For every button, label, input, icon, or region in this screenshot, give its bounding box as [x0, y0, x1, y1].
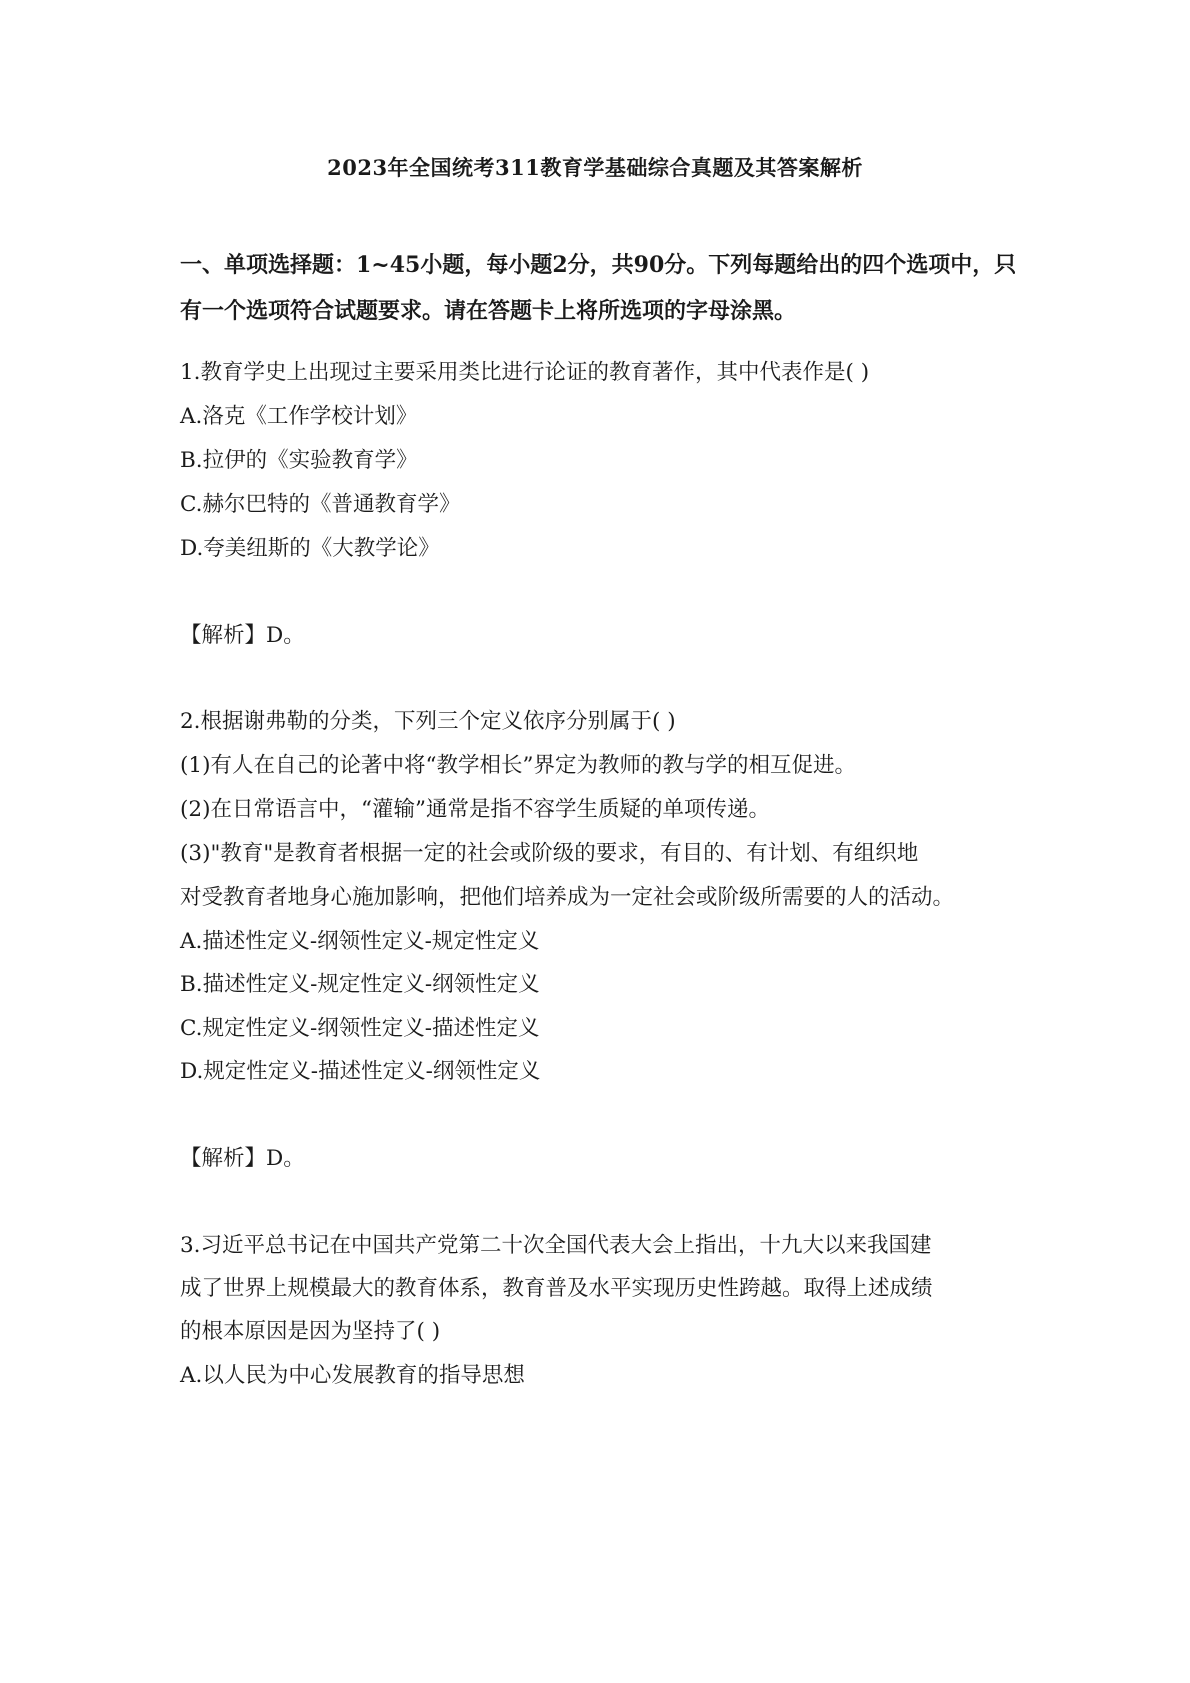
question-2-item-1: (1)有人在自己的论著中将“教学相长”界定为教师的教与学的相互促进。 [180, 753, 856, 778]
question-2-option-b: B.描述性定义-规定性定义-纲领性定义 [180, 972, 540, 997]
question-1-option-b: B.拉伊的《实验教育学》 [180, 448, 418, 473]
question-2-option-a: A.描述性定义-纲领性定义-规定性定义 [180, 929, 540, 954]
question-2-option-c: C.规定性定义-纲领性定义-描述性定义 [180, 1016, 540, 1041]
question-2-item-2: (2)在日常语言中，“灌输”通常是指不容学生质疑的单项传递。 [180, 797, 770, 822]
section-heading: 一、单项选择题：1~45小题，每小题2分，共90分。下列每题给出的四个选项中，只有一个选项符合试题要求。请在答题卡上将所选项的字母涂黑。 [180, 252, 1017, 324]
question-3-stem-line-1: 3.习近平总书记在中国共产党第二十次全国代表大会上指出，十九大以来我国建 [180, 1233, 932, 1258]
question-1-option-d: D.夸美纽斯的《大教学论》 [180, 536, 440, 561]
question-1-stem: 1.教育学史上出现过主要采用类比进行论证的教育著作，其中代表作是( ) [180, 360, 870, 385]
document-title: 2023年全国统考311教育学基础综合真题及其答案解析 [327, 155, 863, 180]
question-2-stem: 2.根据谢弗勒的分类，下列三个定义依序分别属于( ) [180, 709, 676, 734]
question-3-option-a: A.以人民为中心发展教育的指导思想 [180, 1363, 525, 1388]
question-1-option-c: C.赫尔巴特的《普通教育学》 [180, 492, 461, 517]
question-2-option-d: D.规定性定义-描述性定义-纲领性定义 [180, 1059, 541, 1084]
question-2-analysis: 【解析】D。 [180, 1146, 305, 1171]
question-3-stem-line-3: 的根本原因是因为坚持了( ) [180, 1319, 441, 1344]
question-2-item-3: (3)"教育"是教育者根据一定的社会或阶级的要求，有目的、有计划、有组织地 [180, 841, 919, 866]
question-2-item-3-cont: 对受教育者地身心施加影响，把他们培养成为一定社会或阶级所需要的人的活动。 [180, 885, 955, 910]
question-1-analysis: 【解析】D。 [180, 623, 305, 648]
question-1-option-a: A.洛克《工作学校计划》 [180, 404, 418, 429]
question-3-stem-line-2: 成了世界上规模最大的教育体系，教育普及水平实现历史性跨越。取得上述成绩 [180, 1276, 933, 1301]
